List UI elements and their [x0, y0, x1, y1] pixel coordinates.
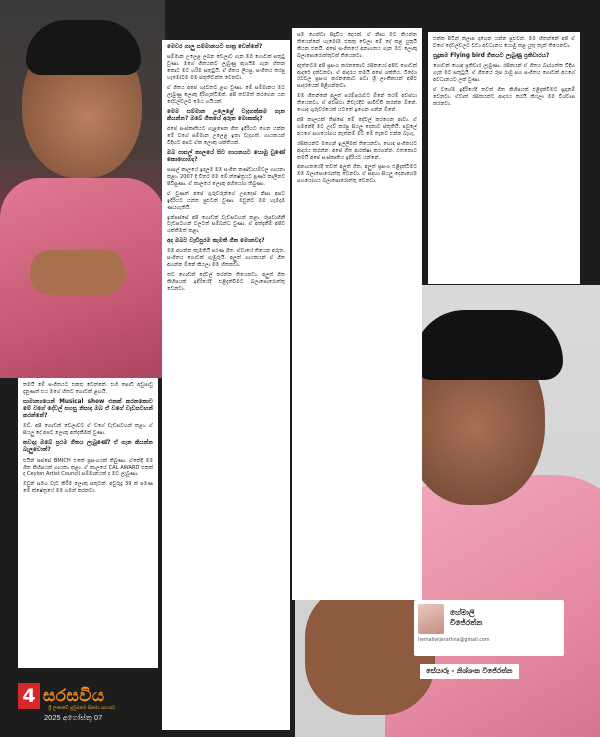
- issue-date: 2025 අගෝස්තු 07: [44, 713, 103, 722]
- photo-hair: [413, 310, 563, 380]
- author-byline: [414, 600, 564, 656]
- article-paragraph: අනාගතයේදී තවත් අලුත් ගීත, අලුත් ප්‍රසංග එළිදැක්වීමට මම බලාපොරොත්තු වෙනවා. ඒ සඳහා සියලු දෙනාගේම සහයෝගය බලාපොරොත්තු වෙනවා.: [297, 164, 417, 185]
- article-paragraph: එක්ක පිටින් කලාප දාගෙන යන්න පුළුවන්. මම හිතන්නේ අපි ඒ වගේ දේවල්වලට වඩා අවධානය යොමු කළ යුතු තැන් තියෙනවා.: [433, 36, 575, 49]
- article-column-1: [18, 378, 158, 668]
- author-last-name: විජේරත්න: [450, 618, 483, 627]
- article-paragraph: එයින් පස්සේ BMICH එකේ ප්‍රසංගයක් තිබුණා. ඒකේදී මම ගීත කිහිපයක් ගායනා කළා. ඒ කාලයේ CAL AWARD එකක් ද Ceylon Artist Council සම්මානයක් ද මට ලැබුණා.: [23, 457, 153, 478]
- article-paragraph: සම ගෙන්වා සිදුවිය දෙයක්. ඒ නිසා මට කියන්න තියෙන්නේ හැමෝම එකතු වෙලා මේ දේ කළ යුතුයි කියන එකයි. අපේ සංගීතයේ අනාගතය ගැන මට ලොකු බලාපොරොත්තුවක් තියෙනවා.: [297, 32, 417, 59]
- photo-hands: [30, 250, 125, 295]
- interview-question: ඔබ පාසල් කාලයේ සිට ගායනයට යොමු වුණේ කොහොමද?: [167, 149, 285, 163]
- magazine-name: සරසවිය: [43, 686, 105, 706]
- article-paragraph: පාසල් කාලයේ ඉඳලම මම සංගීත කණ්ඩායම්වල ගායනා කළා. 2007 දී විතර මම මේ ක්ෂේත්‍රයට පූර්ණ කාලීනව පිවිසුණා. ඒ කාලයේ ලොකු අභියෝග තිබුණා.: [167, 167, 285, 187]
- article-paragraph: ඒ වුණත් අපේ ගුරුවරුන්ගේ උපදෙස් නිසා අපට ඉදිරියට යන්න පුළුවන් වුණා. ඔවුන්ට මම හැමදාම ණයගැතියි.: [167, 190, 285, 211]
- interview-question: මෙම සම්මාන උලෙළේ වැදගත්කම ගැන කියන්න? ඔබේ ගීතයේ අරුත මොකක්ද?: [167, 108, 285, 122]
- interview-question: සූදුකම Flying bird ගීතයට ලැබුණු ප්‍රතිචාරය?: [433, 52, 550, 59]
- article-paragraph: ඔව්. අපි ගොඩක් වෙලාවට ඒ වගේ වැඩසටහන් කළා. ඒ සියලු දේ අපට ලොකු අත්දැකීමක් වුණා.: [23, 423, 153, 437]
- article-paragraph: මම හිතන්නේ අලුත් පරම්පරාවට ඕනේ තරම් අවස්ථා තියෙනවා. ඒ අවස්ථා නිවැරදිව පාවිච්චි කරන්න ඕනේ. හොඳ ගුරුවරයෙක් යටතේ ඉගෙන ගන්න ඕනේ.: [297, 93, 417, 114]
- author-email: hemaliwijerathna@gmail.com: [418, 638, 490, 643]
- article-paragraph: සම්මාන උලෙළ ලබන වෙලාව ගැන මම ගොඩක් සතුටු වුණා. මගේ ගීතයකට ලැබුණු ඇගයීම ගැන හිතන කොට මට හරිම සතුටුයි. ඒ ගීතය ලියපු, සංගීතය කරපු හැමෝටම මම ස්තූතිවන්ත වෙනවා.: [167, 54, 285, 81]
- article-paragraph: තමයි මේ සංගීතයට එකතු වෙන්නේ. එහි පොඩි අඩුපාඩු දැනුණත් එය මගේ හිතට ගොඩක් ළඟයි.: [23, 382, 153, 395]
- interview-question: කවදාද ඔබේ ප්‍රථම ගීතය ලැබුණේ? ඒ ගැන කියන්න බැලුවොත්?: [23, 440, 153, 454]
- article-paragraph: ඒ වගේම ඉදිරියේදී තවත් ගීත කිහිපයක් එළිදැක්වීමට සූදානම් වෙනවා. ඒවාත් රසිකයන්ට ආදරය කරයි කියලා මම විශ්වාස කරනවා.: [433, 86, 575, 107]
- singer-photo-top: [0, 0, 165, 378]
- article-column-3: [292, 28, 422, 600]
- article-paragraph: අපි කාලයක් තිස්සේ මේ දේවල් කරගෙන ආවා. ඒ ගමනේදී මට උදව් කරපු සියලු දෙනාට ස්තූතියි. පවුලේ අයගේ සහයෝගය නැත්නම් මට මේ තැනට එන්න බැහැ.: [297, 116, 417, 137]
- article-paragraph: අපේ සංස්කෘතියට ගැළපෙන ගීත ඉදිරියට ගෙන යන්න මේ වගේ සම්මාන උලෙළ ඉතා වැදගත්. ගායකයන් විදිහට අපට ඒක ලොකු ශක්තියක්.: [167, 125, 285, 146]
- article-column-2: [162, 40, 290, 730]
- author-photo: [418, 604, 444, 634]
- article-paragraph: ගොඩක් හොඳ ප්‍රතිචාර ලැබුණා. රසිකයන් ඒ ගීතය බාරගත්ත විදිහ ගැන මට සතුටුයි. ඒ ගීතයේ රූප රාමු සහ සංගීතය ගොඩක් අයගේ අවධානයට ලක් වුණා.: [433, 63, 575, 83]
- page-number: 4: [18, 683, 40, 709]
- article-paragraph: රසිකයන්ට මගෙන් ඉල්ලීමක් තියෙනවා. හොඳ සංගීතයට ආදරය කරන්න. අපේ ගීත ආරක්ෂා කරගන්න. එතකොට තමයි අපේ සංස්කෘතිය ඉදිරියට යන්නේ.: [297, 140, 417, 161]
- article-paragraph: ඔවුන් සමග වැඩ කිරීම ලොකු සතුටක්. අවුරුදු 39 ක් පමණ මේ ක්ෂේත්‍රයේ මම ගමන් කරනවා.: [23, 481, 153, 495]
- photo-credit: සේයාරූ - නිශ්ශංක විජේරත්න: [420, 664, 519, 679]
- article-paragraph: ඒ ගීතය අපේ හදවතට ළඟ වුණා. මේ සම්මානය මට ලැබුණු ලොකු දිරිගැන්වීමක්. අපි තවමත් කරගෙන යන දේවල්වලට මෙය හයියක්.: [167, 84, 285, 105]
- article-paragraph: මම අහන්න කැමතියි පරණ ගීත. ඒවායේ තියෙන අරුත, සංගීතය ගොඩක් ගැඹුරුයි. අලුත් ගායකයන් ඒ ගීත අහන්න ඕනේ කියලා මම හිතනවා.: [167, 248, 285, 269]
- interview-question: සාමාන්‍යයෙන් Musical show එකක් කරනකොට මේ වගේ දේවල් පහසු නිසාද ඔබ ඒ වගේ වැඩසටහන් කරන්නේ?: [23, 398, 153, 420]
- article-paragraph: ඇත්තටම අපි ප්‍රසංග කරනකොට රසිකයෝ අපිට ගොඩක් ආදරේ දක්වනවා. ඒ ආදරය තමයි අපේ ශක්තිය. විදේශ රටවල ප්‍රසංග කරනකොට පවා ශ්‍රී ලාංකිකයන් අපිව සාදරයෙන් පිළිගන්නවා.: [297, 62, 417, 90]
- article-paragraph: තව ගොඩක් දේවල් කරන්න තියෙනවා. අලුත් ගීත කිහිපයක් ඉදිරියේදී එළිදැක්වීමට බලාපොරොත්තු වෙනවා.: [167, 272, 285, 292]
- author-first-name: හේමාලි: [450, 608, 475, 617]
- article-column-4: [428, 32, 580, 284]
- interview-question: අද ඔබට වැඩිපුරම කැමති ගීත මොනවද?: [167, 238, 265, 245]
- magazine-tagline: ශ්‍රී ලංකාවේ ප්‍රමුඛතම සිනමා සඟරාව: [48, 706, 116, 711]
- article-paragraph: ඉන්පස්සේ අපි ගොඩක් වැඩසටහන් කළා. රූපවාහිනී වැඩසටහන් වලටත් සම්බන්ධ වුණා. ඒ අත්දැකීම් අපිව ශක්තිමත් කළා.: [167, 214, 285, 235]
- photo-hair: [26, 20, 141, 75]
- interview-question: මෙවර ගාලු සම්මානයට පාත්‍ර වෙන්නේ?: [167, 44, 263, 50]
